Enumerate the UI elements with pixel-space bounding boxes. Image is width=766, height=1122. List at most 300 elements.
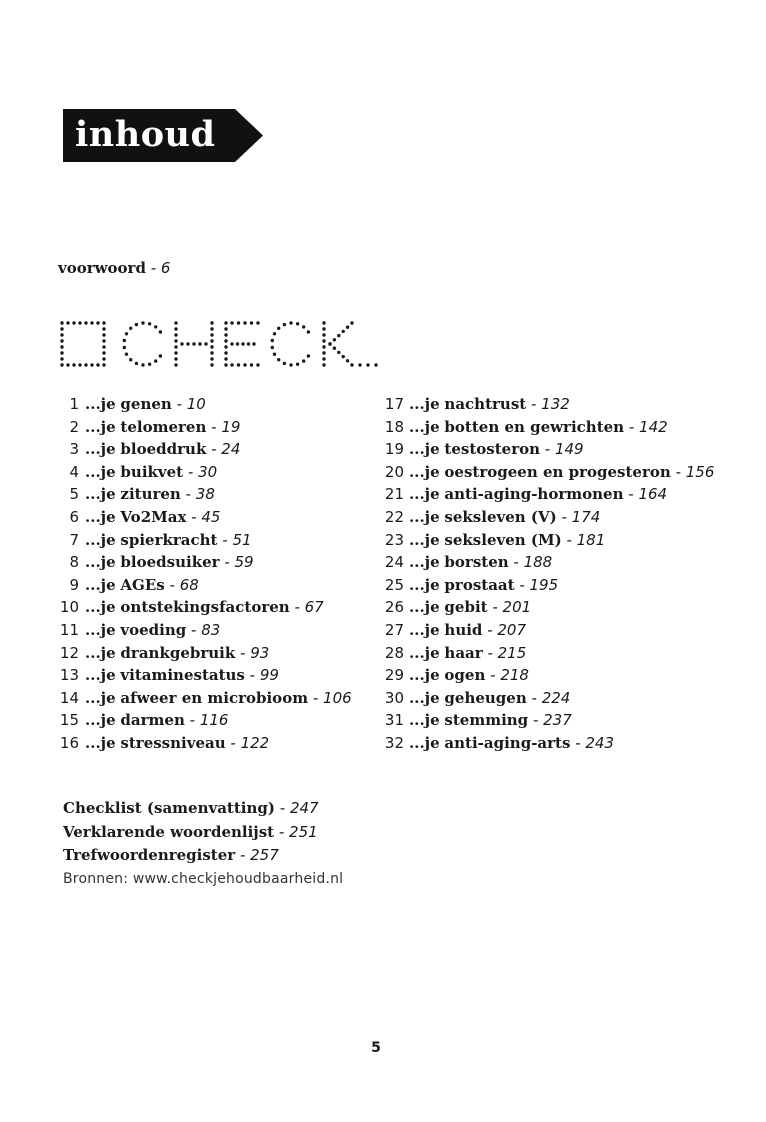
checkbox-dot [90,363,93,366]
entry-prefix: ...je [409,598,440,617]
checkbox-dot [102,327,105,330]
back-matter-entry[interactable] [63,821,343,845]
letter-dot [322,363,325,366]
chapter-number: 14 [59,688,79,707]
toc-entry[interactable] [58,461,378,484]
page-separator: - [244,666,260,685]
letter-dot [277,358,280,361]
chapter-page: 116 [199,711,229,730]
chapter-title: stemming [444,711,529,730]
back-matter-label: Trefwoordenregister [63,846,236,864]
chapter-number: 10 [59,598,79,617]
chapter-title: prostaat [444,575,515,594]
toc-entry[interactable] [58,619,378,642]
chapter-number: 27 [384,620,404,639]
chapter-title: vitaminestatus [120,666,245,685]
letter-dot [141,321,144,324]
checkbox-dot [84,321,87,324]
letter-dot [322,321,325,324]
letter-dot [141,363,144,366]
letter-dot [236,342,239,345]
toc-entry[interactable] [58,438,378,461]
letter-dot [210,363,213,366]
letter-dot [129,358,132,361]
letter-dot [123,339,126,342]
letter-dot [174,321,177,324]
chapter-number: 29 [384,666,404,685]
chapter-page: 24 [221,440,241,459]
chapter-number: 32 [384,733,404,752]
checkbox-dot [102,333,105,336]
page-separator: - [274,822,290,841]
entry-prefix: ...je [409,507,440,526]
chapter-page: 156 [685,462,715,481]
letter-dot [302,359,305,362]
chapter-number: 19 [384,440,404,459]
letter-dot [180,342,183,345]
letter-dot [350,321,353,324]
letter-dot [350,363,353,366]
chapter-title: bloedsuiker [120,553,220,572]
letter-dot [148,363,151,366]
chapter-page: 67 [304,598,324,617]
entry-prefix: ...je [85,575,116,594]
letter-dot [250,363,253,366]
letter-dot [283,362,286,365]
letter-dot [148,322,151,325]
checkbox-dot [66,321,69,324]
toc-entry[interactable] [384,529,754,552]
letter-dot [243,363,246,366]
letter-dot [230,363,233,366]
page-separator: - [183,462,199,481]
letter-dot [342,355,345,358]
chapter-number: 23 [384,530,404,549]
chapter-number: 18 [384,417,404,436]
letter-dot [307,330,310,333]
chapter-page: 30 [198,462,218,481]
back-matter [63,797,343,890]
letter-dot [322,345,325,348]
checkbox-dot [102,363,105,366]
letter-dot [210,339,213,342]
chapter-number: 2 [69,417,79,436]
letter-dot [135,362,138,365]
chapter-title: oestrogeen en progesteron [444,462,671,481]
entry-prefix: ...je [409,440,440,459]
chapter-title: AGEs [120,575,165,594]
entry-prefix: ...je [85,620,116,639]
chapter-title: ogen [444,666,486,685]
chapter-number: 28 [384,643,404,662]
chapter-title: gebit [444,598,488,617]
letter-dot [271,346,274,349]
checkbox-dot [60,333,63,336]
letter-dot [277,327,280,330]
page-separator: - [274,799,290,817]
letter-dot [210,321,213,324]
letter-dot [342,330,345,333]
back-matter-label: Checklist (samenvatting) [63,799,275,817]
checkbox-dot [72,363,75,366]
checkbox-dot [60,351,63,354]
entry-prefix: ...je [85,485,116,504]
entry-prefix: ...je [409,395,440,413]
letter-dot [125,332,128,335]
toc-entry[interactable] [384,642,754,665]
chapter-page: 122 [240,733,270,752]
chapter-number: 20 [384,462,404,481]
checkbox-dot [102,351,105,354]
foreword-entry[interactable] [58,258,170,278]
checkbox-dot [60,339,63,342]
page-separator: - [186,620,202,639]
toc-entry[interactable] [58,506,378,529]
chapter-number: 6 [69,507,79,526]
letter-dot [322,333,325,336]
page-separator: - [206,440,222,459]
check-heading [60,320,380,374]
toc-entry[interactable] [384,506,754,529]
letter-dot [237,363,240,366]
toc-entry[interactable] [58,483,378,506]
letter-dot [129,327,132,330]
chapter-title: afweer en microbioom [120,688,309,707]
toc-entry[interactable] [58,732,378,755]
letter-dot [224,363,227,366]
checkbox-dot [102,339,105,342]
letter-dot [154,359,157,362]
checkbox-dot [102,357,105,360]
letter-dot [273,332,276,335]
chapter-page: 218 [500,666,529,685]
toc-entry[interactable] [58,416,378,439]
chapter-page: 68 [179,575,199,594]
toc-entry[interactable] [384,574,754,597]
entry-prefix: ...je [85,643,116,662]
chapter-number: 5 [69,485,79,504]
letter-dot [289,321,292,324]
page-separator: - [561,530,577,549]
page-separator: - [308,688,324,707]
chapter-list-right [384,393,754,755]
chapter-number: 13 [59,666,79,685]
page-separator: - [180,485,196,504]
checkbox-dot [60,327,63,330]
chapter-number: 21 [384,485,404,504]
toc-entry[interactable] [384,483,754,506]
toc-entry[interactable] [384,687,754,710]
letter-dot [224,321,227,324]
back-matter-entry[interactable] [63,797,343,821]
chapter-page: 38 [195,485,215,504]
letter-dot [322,339,325,342]
checkbox-dot [102,345,105,348]
page-separator: - [206,417,222,436]
page-separator: - [225,733,241,752]
toc-entry[interactable] [384,551,754,574]
foreword-label: voorwoord [58,259,146,277]
chapter-list-left [58,393,378,755]
page-separator: - [235,846,251,864]
chapter-page: 19 [221,417,241,436]
chapter-page: 174 [571,507,601,526]
page-separator: - [556,507,572,526]
toc-entry[interactable] [384,393,754,416]
checkbox-dot [72,321,75,324]
entry-prefix: ...je [85,440,116,459]
page-separator: - [482,643,498,662]
letter-dot [174,339,177,342]
letter-dot [204,342,207,345]
toc-entry[interactable] [58,393,378,416]
letter-dot [333,347,336,350]
checkbox-dot [90,321,93,324]
chapter-title: drankgebruik [120,643,236,662]
toc-entry[interactable] [58,529,378,552]
chapter-page: 149 [554,440,584,459]
chapter-title: geheugen [444,688,527,707]
entry-prefix: ...je [409,643,440,662]
toc-entry[interactable] [58,664,378,687]
letter-dot [192,342,195,345]
letter-dot [159,330,162,333]
page-separator: - [526,688,542,707]
chapter-number: 4 [69,462,79,481]
page-separator: - [485,666,501,685]
toc-entry[interactable] [384,619,754,642]
toc-entry[interactable] [58,596,378,619]
entry-prefix: ...je [85,462,116,481]
letter-dot [346,326,349,329]
chapter-title: botten en gewrichten [444,417,625,436]
chapter-title: spierkracht [120,530,218,549]
page-separator: - [186,507,202,526]
letter-dot [154,325,157,328]
ellipsis-dot [374,363,377,366]
page-separator: - [624,417,640,436]
checkbox-dot [60,357,63,360]
letter-dot [237,321,240,324]
page-separator: - [514,575,530,594]
checkbox-dot [84,363,87,366]
entry-prefix: ...je [85,417,116,436]
letter-dot [210,327,213,330]
letter-dot [322,357,325,360]
page-separator: - [482,620,498,639]
entry-prefix: ...je [409,462,440,481]
back-matter-entry[interactable] [63,844,343,868]
letter-dot [252,342,255,345]
entry-prefix: ...je [85,507,116,526]
letter-dot [230,321,233,324]
letter-dot [125,353,128,356]
back-matter-page: 257 [250,846,279,864]
chapter-page: 10 [186,395,206,413]
letter-dot [224,345,227,348]
chapter-page: 201 [502,598,532,617]
letter-dot [307,354,310,357]
letter-dot [174,351,177,354]
checkbox-dot [78,321,81,324]
chapter-page: 142 [639,417,668,436]
chapter-number: 1 [69,395,79,413]
checkbox-dot [60,363,63,366]
entry-prefix: ...je [409,733,440,752]
ellipsis-dot [358,363,361,366]
chapter-number: 22 [384,507,404,526]
page-separator: - [487,598,503,617]
checkbox-dot [96,363,99,366]
entry-prefix: ...je [85,530,116,549]
letter-dot [224,333,227,336]
page-separator: - [217,530,233,549]
letter-dot [210,357,213,360]
letter-dot [302,325,305,328]
letter-dot [159,354,162,357]
chapter-number: 12 [59,643,79,662]
chapter-page: 93 [250,643,270,662]
sources-line: Bronnen: www.checkjehoudbaarheid.nl [63,870,344,887]
toc-entry[interactable] [58,709,378,732]
toc-entry[interactable] [384,709,754,732]
chapter-number: 25 [384,575,404,594]
checkbox-dot [102,321,105,324]
chapter-title: ontstekingsfactoren [120,598,290,617]
back-matter-label: Verklarende woordenlijst [63,822,275,841]
entry-prefix: ...je [409,417,440,436]
page-separator: - [570,733,586,752]
entry-prefix: ...je [409,688,440,707]
chapter-page: 237 [543,711,572,730]
letter-dot [283,323,286,326]
page-separator: - [235,643,251,662]
chapter-page: 83 [201,620,221,639]
toc-entry[interactable] [384,664,754,687]
chapter-page: 164 [638,485,668,504]
letter-dot [198,342,201,345]
chapter-title: huid [444,620,483,639]
chapter-page: 106 [323,688,352,707]
chapter-title: Vo2Max [120,507,187,526]
toc-entry[interactable] [384,438,754,461]
page-number: 5 [371,1040,381,1056]
letter-dot [224,351,227,354]
page-separator: - [540,440,555,459]
chapter-number: 8 [69,553,79,572]
letter-dot [243,321,246,324]
title-banner [63,109,263,162]
toc-entry[interactable] [384,596,754,619]
chapter-page: 215 [497,643,527,662]
letter-dot [186,342,189,345]
letter-dot [289,363,292,366]
foreword-page: 6 [160,259,171,277]
page-separator: - [623,485,639,504]
back-matter-page: 251 [289,822,318,841]
toc-entry[interactable] [58,551,378,574]
chapter-number: 3 [69,440,79,459]
chapter-title: voeding [120,620,187,639]
letter-dot [174,327,177,330]
foreword-separator: - [145,259,161,277]
letter-dot [322,351,325,354]
chapter-title: zituren [120,485,181,504]
letter-dot [247,342,250,345]
letter-dot [337,351,340,354]
entry-prefix: ...je [85,553,116,572]
entry-prefix: ...je [85,598,116,617]
letter-dot [328,342,331,345]
page-separator: - [164,575,180,594]
entry-prefix: ...je [409,666,440,685]
toc-entry[interactable] [58,687,378,710]
entry-prefix: ...je [85,688,116,707]
chapter-title: haar [444,643,483,662]
toc-entry[interactable] [384,732,754,755]
chapter-title: seksleven (V) [444,507,557,526]
letter-dot [296,322,299,325]
chapter-number: 16 [59,733,79,752]
ellipsis-dot [366,363,369,366]
chapter-page: 181 [576,530,606,549]
chapter-title: seksleven (M) [444,530,562,549]
toc-entry[interactable] [384,416,754,439]
chapter-page: 195 [529,575,559,594]
checkbox-dot [66,363,69,366]
checkbox-dot [96,321,99,324]
page-separator: - [171,395,187,413]
chapter-title: bloeddruk [120,440,207,459]
toc-entry[interactable] [58,642,378,665]
page-title: inhoud [75,114,216,155]
chapter-page: 207 [497,620,527,639]
letter-dot [210,351,213,354]
chapter-page: 45 [201,507,221,526]
letter-dot [123,346,126,349]
letter-dot [135,323,138,326]
toc-entry[interactable] [384,461,754,484]
chapter-number: 31 [384,711,404,730]
letter-dot [346,359,349,362]
chapter-number: 26 [384,598,404,617]
entry-prefix: ...je [85,733,116,752]
chapter-number: 9 [69,575,79,594]
chapter-page: 132 [541,395,570,413]
letter-dot [224,327,227,330]
dotted-check-heading [60,320,380,370]
letter-dot [333,338,336,341]
letter-dot [296,363,299,366]
letter-dot [174,363,177,366]
page-separator: - [670,462,686,481]
entry-prefix: ...je [85,711,116,730]
chapter-title: borsten [444,553,509,572]
page-separator: - [508,553,524,572]
toc-entry[interactable] [58,574,378,597]
entry-prefix: ...je [85,395,116,413]
chapter-title: nachtrust [444,395,527,413]
chapter-number: 24 [384,553,404,572]
page-separator: - [528,711,544,730]
chapter-number: 7 [69,530,79,549]
letter-dot [337,334,340,337]
chapter-number: 11 [59,620,79,639]
letter-dot [271,339,274,342]
page-separator: - [219,553,235,572]
chapter-page: 51 [232,530,252,549]
chapter-page: 188 [523,553,553,572]
